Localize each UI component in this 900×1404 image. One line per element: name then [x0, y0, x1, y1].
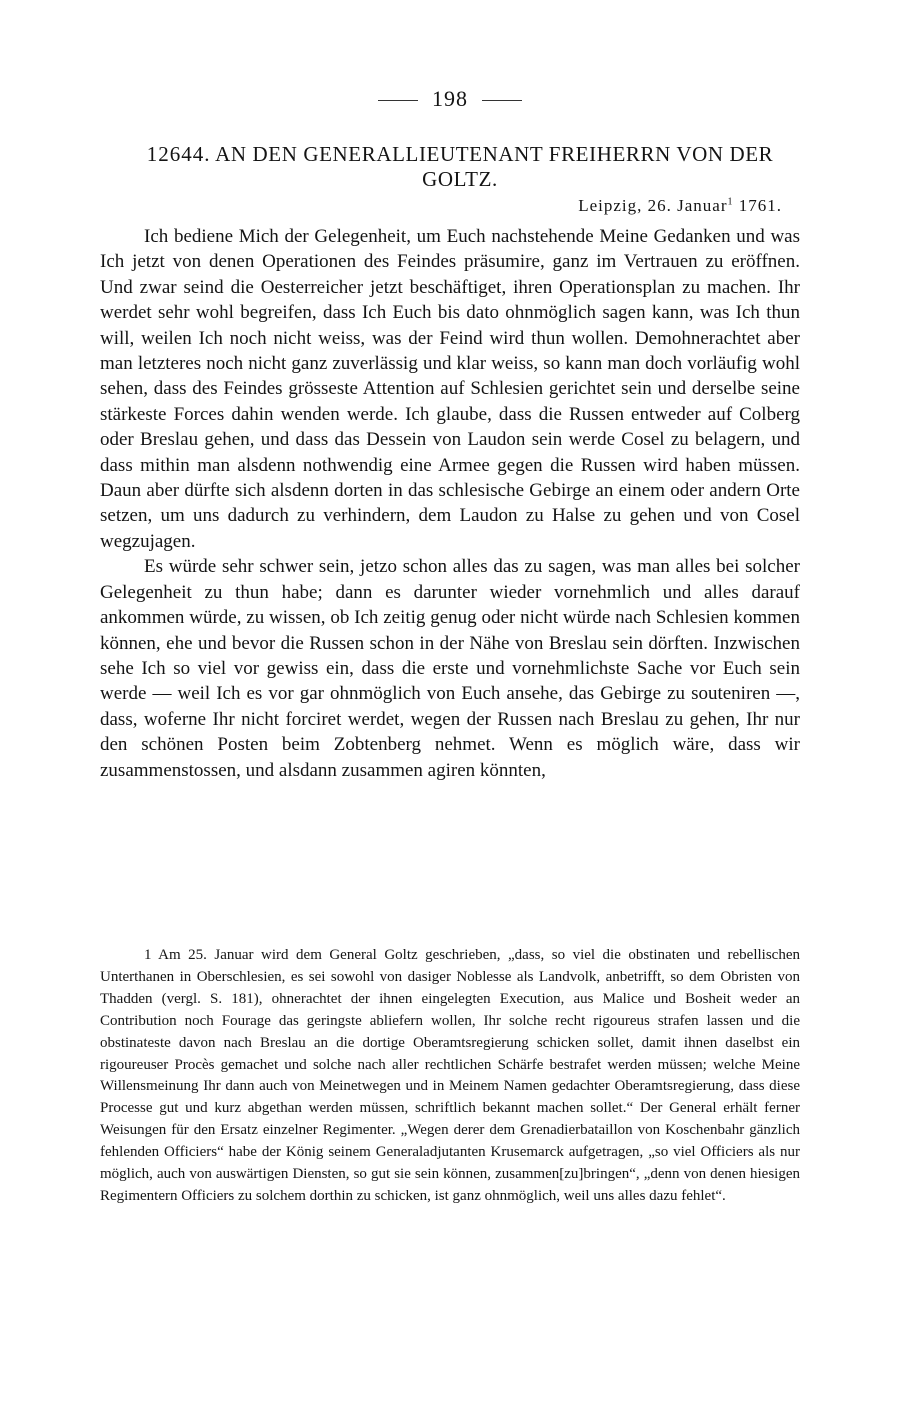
place-date: Leipzig, 26. Januar [578, 196, 728, 215]
page-number-line [0, 86, 900, 112]
letter-number: 12644. [146, 142, 211, 166]
footnotes [100, 945, 800, 1208]
right-rule [482, 100, 522, 101]
footnote-marker: 1 [727, 196, 734, 208]
left-rule [378, 100, 418, 101]
letter-heading [140, 142, 780, 192]
page-number: 198 [432, 86, 468, 111]
paragraph: Es würde sehr schwer sein, jetzo schon alles das zu sagen, was man alles bei solcher Gelegenheit zu thun habe; dann es darunter wieder vornehmlich und alles darauf ankommen würde, zu wissen, ob Ich zeitig genug oder nicht würde nach Schlesien kommen können, ehe und bevor die Russen schon in der Nähe von Breslau sein dörften. Inzwischen sehe Ich so viel vor gewiss ein, dass die erste und vornehmlichste Sache vor Euch sein werde — weil Ich es vor gar ohnmöglich von Euch ansehe, das Gebirge zu souteniren —, dass, woferne Ihr nicht forciret werdet, wegen der Russen nach Breslau zu gehen, Ihr nur den schönen Posten beim Zobtenberg nehmet. Wenn es möglich wäre, dass wir zusammenstossen, und alsdann zusammen agiren könnten, [100, 556, 800, 781]
paragraph: Ich bediene Mich der Gelegenheit, um Euch nachstehende Meine Gedanken und was Ich jetzt von denen Operationen des Feindes präsumire, ganz im Vertrauen zu eröffnen. Und zwar seind die Oesterreicher jetzt beschäftiget, ihren Operationsplan zu machen. Ihr werdet sehr wohl begreifen, dass Ich Euch bis dato ohnmöglich sagen kann, was Ich thun will, weilen Ich noch nicht weiss, was der Feind wird thun wollen. Demohnerachtet aber man letzteres noch nicht ganz zuverlässig und klar weiss, so kann man doch vorläufig wohl sehen, dass des Feindes grösseste Attention auf Schlesien gerichtet sein und derselbe seine stärkeste Forces dahin wenden werde. Ich glaube, dass die Russen entweder auf Colberg oder Breslau gehen, und dass das Dessein von Laudon sein werde Cosel zu belagern, und dass mithin man alsdenn nothwendig eine Armee gegen die Russen wird haben müssen. Daun aber dürfte sich alsdenn dorten in das schlesische Gebirge an einem oder andern Orte setzen, um uns dadurch zu verhindern, dem Laudon zu Halse zu gehen und von Cosel wegzujagen. [100, 226, 800, 552]
footnote: 1 Am 25. Januar wird dem General Goltz geschrieben, „dass, so viel die obstinaten und rebellischen Unterthanen in Oberschlesien, es sei sowohl von dasiger Noblesse als Landvolk, anbetrifft, so dem Obristen von Thadden (vergl. S. 181), ohnerachtet der ihnen eingelegten Execution, aus Malice und Bosheit weder an Contribution noch Fourage das geringste abliefern wollen, Ihr solche recht rigoureus strafen lassen und die obstinateste davon nach Breslau an die dortige Oberamtsregierung schicken sollet, damit ihnen daselbst ein rigoureuser Procès gemachet und solche nach aller rechtlichen Schärfe bestrafet werden müssen; welche Meine Willensmeinung Ihr dann auch von Meinetwegen und in Meinem Namen gedachter Oberamtsregierung, dass diese Processe gut und kurz abgethan werden müssen, schriftlich bekannt machen sollet.“ Der General erhält ferner Weisungen für den Ersatz einzelner Regimenter. „Wegen derer dem Grenadierbataillon von Koschenbahr gänzlich fehlenden Officiers“ habe der König seinem Generaladjutanten Krusemarck aufgetragen, „so viel Officiers als nur möglich, auch von auswärtigen Diensten, so gut sie sein können, zusammen[zu]bringen“, „denn von denen hiesigen Regimentern Officiers zu solchem dorthin zu schicken, ist ganz ohnmöglich, weil uns alles dazu fehlet“. [100, 947, 800, 1204]
year: 1761. [738, 196, 782, 215]
letter-body [100, 224, 800, 783]
dateline [520, 196, 782, 216]
letter-title: AN DEN GENERALLIEUTENANT FREIHERRN VON DER GOLTZ. [215, 142, 774, 191]
